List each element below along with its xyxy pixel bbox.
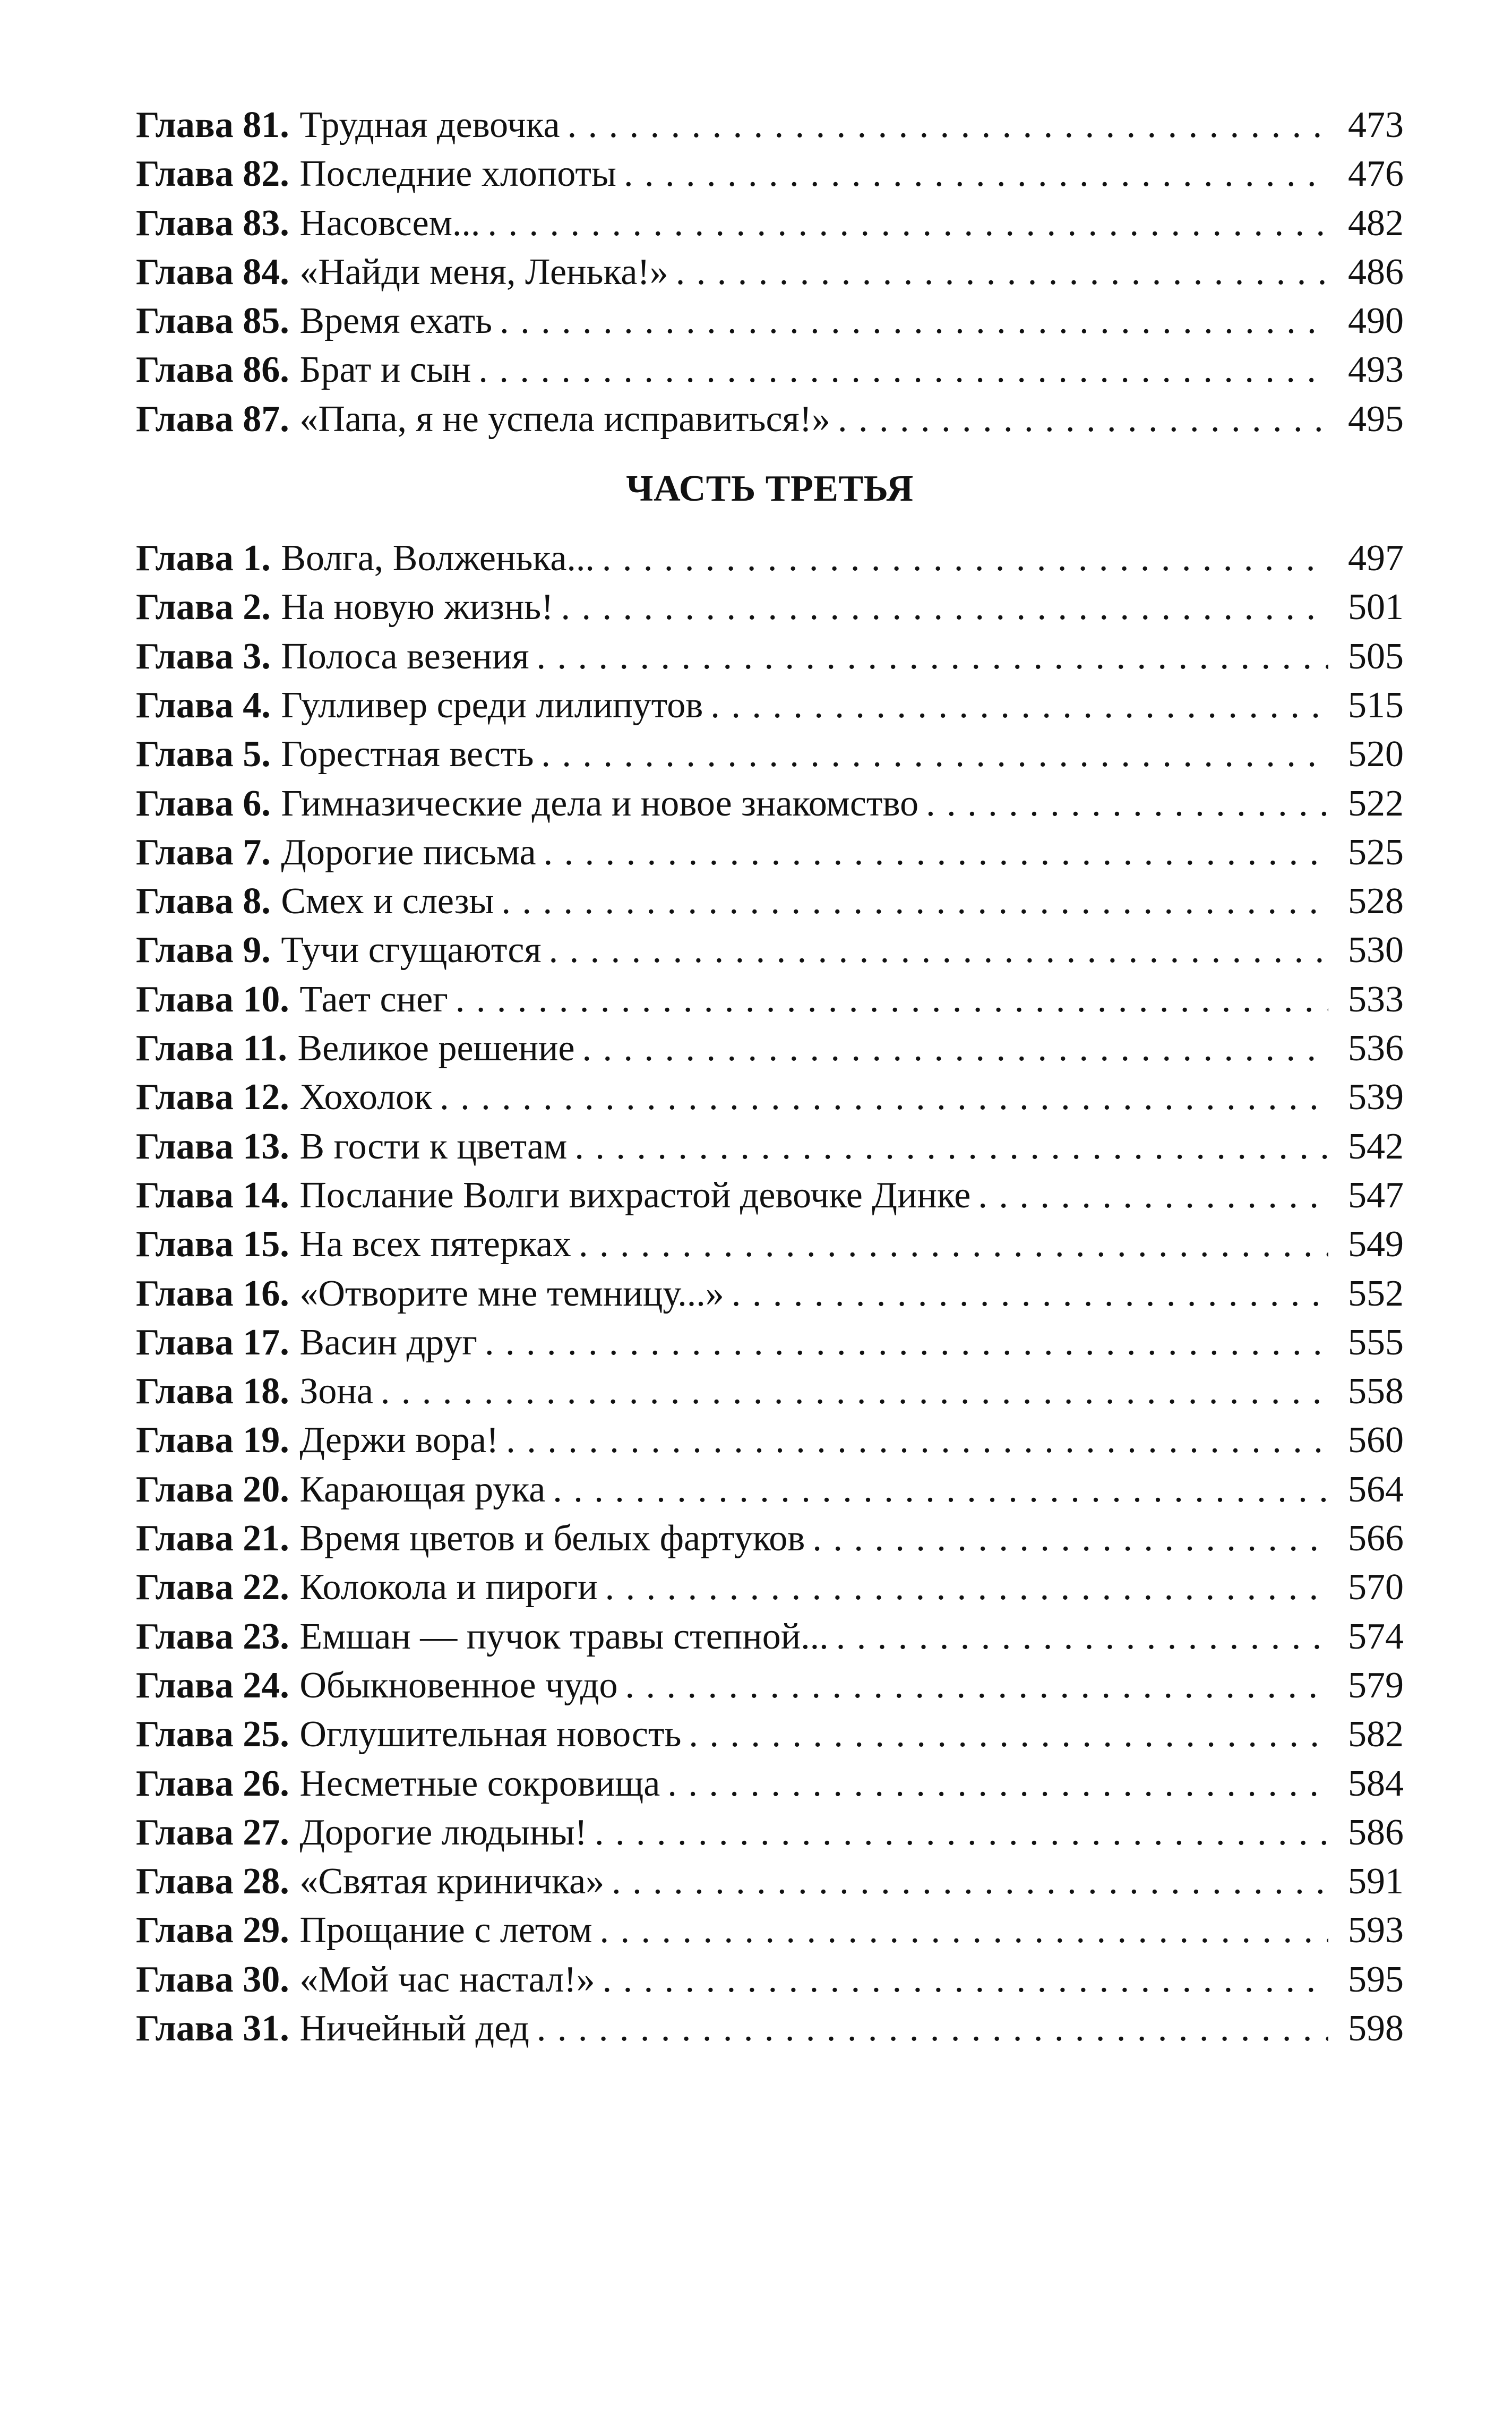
toc-entry [136,248,1404,297]
toc-entry [136,1612,1404,1661]
page-number: 476 [1348,153,1404,195]
dot-leader [485,1318,1328,1367]
chapter-number: Глава 82. [136,153,289,195]
chapter-title: Оглушительная новость [299,1714,682,1755]
toc-entry [136,1661,1404,1710]
toc-entry [136,1416,1404,1465]
chapter-title: «Отворите мне темницу...» [299,1273,724,1314]
toc-entry [136,779,1404,828]
chapter-number: Глава 2. [136,587,271,628]
page-number: 486 [1348,251,1404,293]
toc-entry [136,975,1404,1024]
page-number: 525 [1348,831,1404,873]
toc-entry [136,2004,1404,2053]
toc-entry [136,150,1404,199]
chapter-number: Глава 17. [136,1322,289,1363]
chapter-title: «Мой час настал!» [299,1959,595,2000]
dot-leader [926,779,1328,828]
chapter-title: Зона [299,1371,373,1412]
dot-leader [676,248,1328,297]
toc-entry [136,1760,1404,1808]
toc-entry [136,346,1404,394]
dot-leader [710,681,1328,730]
dot-leader [624,150,1328,199]
chapter-title: «Папа, я не успела исправиться!» [299,398,831,440]
chapter-number: Глава 16. [136,1273,289,1314]
dot-leader [541,730,1328,779]
chapter-number: Глава 30. [136,1959,289,2000]
chapter-title: Волга, Волженька... [281,538,595,579]
chapter-number: Глава 83. [136,202,289,244]
toc-entry [136,730,1404,779]
page-number: 482 [1348,202,1404,244]
chapter-number: Глава 86. [136,349,289,391]
toc-entry [136,1073,1404,1122]
dot-leader [625,1661,1328,1710]
chapter-title: Брат и сын [299,349,471,391]
toc-entry [136,828,1404,877]
page-number: 533 [1348,979,1404,1020]
page-number: 547 [1348,1174,1404,1216]
toc-entry [136,1122,1404,1171]
chapter-title: На всех пятерках [299,1224,571,1265]
dot-leader [487,199,1328,248]
chapter-number: Глава 25. [136,1714,289,1755]
page-number: 595 [1348,1959,1404,2000]
page-number: 593 [1348,1910,1404,1951]
chapter-number: Глава 15. [136,1224,289,1265]
chapter-number: Глава 13. [136,1126,289,1167]
chapter-title: Тает снег [299,979,448,1020]
dot-leader [689,1710,1328,1759]
toc-entry [136,681,1404,730]
dot-leader [602,534,1328,583]
chapter-title: Горестная весть [281,734,534,775]
dot-leader [605,1563,1328,1612]
page-number: 591 [1348,1861,1404,1902]
chapter-title: Хохолок [299,1077,433,1118]
page-number: 574 [1348,1616,1404,1657]
toc-entry [136,101,1404,150]
chapter-number: Глава 29. [136,1910,289,1951]
toc-entry [136,1906,1404,1955]
dot-leader [502,877,1328,926]
chapter-title: Трудная девочка [299,105,560,145]
chapter-number: Глава 19. [136,1420,289,1461]
chapter-title: Дорогие людыны! [299,1812,587,1853]
toc-list-part-three [136,534,1404,2053]
dot-leader [544,828,1328,877]
toc-entry [136,1024,1404,1073]
chapter-number: Глава 10. [136,979,289,1020]
page-number: 579 [1348,1665,1404,1706]
dot-leader [732,1269,1328,1318]
chapter-number: Глава 12. [136,1077,289,1118]
chapter-number: Глава 7. [136,831,271,873]
page-number: 564 [1348,1469,1404,1510]
page-number: 539 [1348,1077,1404,1118]
toc-entry [136,1955,1404,2004]
page-number: 497 [1348,538,1404,579]
page-number: 555 [1348,1322,1404,1363]
toc-entry [136,632,1404,681]
dot-leader [506,1416,1328,1465]
dot-leader [549,926,1328,975]
toc-entry [136,1710,1404,1759]
dot-leader [537,2004,1328,2053]
page-number: 490 [1348,301,1404,342]
page-number: 570 [1348,1567,1404,1608]
page-number: 473 [1348,105,1404,145]
chapter-number: Глава 24. [136,1665,289,1706]
toc-entry [136,1220,1404,1269]
dot-leader [440,1073,1328,1122]
page-number: 501 [1348,587,1404,628]
toc-entry [136,583,1404,632]
page-number: 520 [1348,734,1404,775]
page-number: 515 [1348,684,1404,726]
chapter-title: Смех и слезы [281,881,494,922]
chapter-number: Глава 26. [136,1763,289,1804]
chapter-title: «Святая криничка» [299,1861,605,1902]
page-number: 558 [1348,1371,1404,1412]
page-number: 493 [1348,349,1404,391]
chapter-title: Гулливер среди лилипутов [281,684,703,726]
chapter-title: Держи вора! [299,1420,499,1461]
dot-leader [978,1171,1328,1220]
chapter-title: На новую жизнь! [281,587,554,628]
toc-entry [136,877,1404,926]
dot-leader [612,1857,1328,1906]
chapter-title: В гости к цветам [299,1126,568,1167]
page-number: 549 [1348,1224,1404,1265]
dot-leader [553,1465,1328,1514]
part-heading: ЧАСТЬ ТРЕТЬЯ [626,468,914,510]
toc-entry [136,1465,1404,1514]
chapter-number: Глава 11. [136,1028,287,1069]
chapter-title: Несметные сокровища [299,1763,660,1804]
dot-leader [537,632,1328,681]
chapter-title: «Найди меня, Ленька!» [299,251,668,293]
chapter-number: Глава 5. [136,734,271,775]
chapter-title: Тучи сгущаются [281,930,542,971]
chapter-title: Ничейный дед [299,2007,529,2049]
chapter-number: Глава 20. [136,1469,289,1510]
toc-entry [136,1269,1404,1318]
page-number: 598 [1348,2007,1404,2049]
chapter-title: Прощание с летом [299,1910,592,1951]
toc-entry [136,1808,1404,1857]
dot-leader [838,395,1328,444]
dot-leader [667,1760,1328,1808]
chapter-title: Колокола и пироги [299,1567,598,1608]
chapter-title: Карающая рука [299,1469,546,1510]
chapter-title: Последние хлопоты [299,153,616,195]
dot-leader [574,1122,1328,1171]
chapter-title: Гимназические дела и новое знакомство [281,783,919,824]
chapter-title: Великое решение [297,1028,575,1069]
dot-leader [500,297,1328,346]
chapter-number: Глава 28. [136,1861,289,1902]
dot-leader [478,346,1328,394]
dot-leader [381,1367,1328,1416]
toc-entry [136,926,1404,975]
dot-leader [561,583,1328,632]
toc-entry [136,1367,1404,1416]
dot-leader [600,1906,1328,1955]
chapter-number: Глава 6. [136,783,271,824]
chapter-title: Время цветов и белых фартуков [299,1518,805,1559]
chapter-number: Глава 31. [136,2007,289,2049]
toc-entry [136,297,1404,346]
page-number: 584 [1348,1763,1404,1804]
toc-page [136,101,1404,2053]
page-number: 495 [1348,398,1404,440]
chapter-number: Глава 87. [136,398,289,440]
dot-leader [603,1955,1328,2004]
chapter-number: Глава 23. [136,1616,289,1657]
page-number: 505 [1348,636,1404,677]
chapter-title: Время ехать [299,301,493,342]
toc-entry [136,534,1404,583]
chapter-title: Обыкновенное чудо [299,1665,618,1706]
chapter-title: Полоса везения [281,636,529,677]
chapter-number: Глава 81. [136,105,289,145]
toc-entry [136,395,1404,444]
chapter-number: Глава 9. [136,930,271,971]
chapter-number: Глава 1. [136,538,271,579]
toc-entry [136,1563,1404,1612]
page-number: 560 [1348,1420,1404,1461]
toc-entry [136,1171,1404,1220]
chapter-number: Глава 14. [136,1174,289,1216]
chapter-title: Насовсем... [299,202,480,244]
dot-leader [579,1220,1328,1269]
page-number: 528 [1348,881,1404,922]
toc-entry [136,1857,1404,1906]
chapter-number: Глава 3. [136,636,271,677]
page-number: 582 [1348,1714,1404,1755]
chapter-number: Глава 8. [136,881,271,922]
chapter-title: Послание Волги вихрастой девочке Динке [299,1174,971,1216]
chapter-number: Глава 4. [136,684,271,726]
dot-leader [595,1808,1328,1857]
page-number: 536 [1348,1028,1404,1069]
toc-entry [136,1514,1404,1563]
page-number: 522 [1348,783,1404,824]
dot-leader [582,1024,1328,1073]
chapter-title: Васин друг [299,1322,477,1363]
dot-leader [456,975,1328,1024]
page-number: 586 [1348,1812,1404,1853]
page-number: 542 [1348,1126,1404,1167]
chapter-title: Емшан — пучок травы степной... [299,1616,829,1657]
toc-entry [136,199,1404,248]
dot-leader [812,1514,1328,1563]
chapter-number: Глава 27. [136,1812,289,1853]
page-number: 566 [1348,1518,1404,1559]
chapter-number: Глава 85. [136,301,289,342]
chapter-number: Глава 22. [136,1567,289,1608]
page-number: 530 [1348,930,1404,971]
toc-entry [136,1318,1404,1367]
chapter-number: Глава 84. [136,251,289,293]
dot-leader [836,1612,1328,1661]
page-number: 552 [1348,1273,1404,1314]
dot-leader [568,101,1328,150]
chapter-title: Дорогие письма [281,831,536,873]
chapter-number: Глава 18. [136,1371,289,1412]
toc-list-previous-part [136,101,1404,444]
chapter-number: Глава 21. [136,1518,289,1559]
